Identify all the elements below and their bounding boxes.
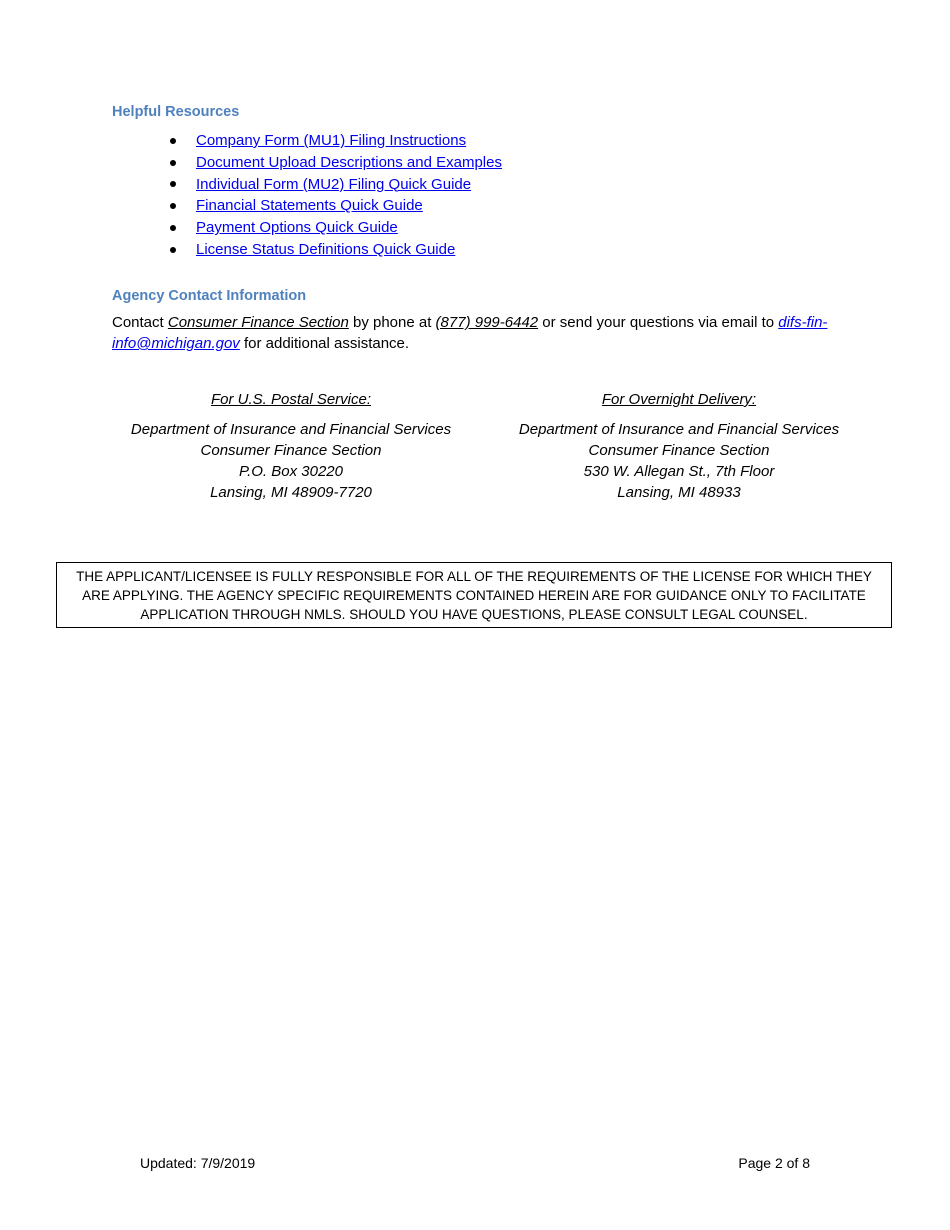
disclaimer-box: THE APPLICANT/LICENSEE IS FULLY RESPONSIBLE FOR ALL OF THE REQUIREMENTS OF THE LICENSE FOR WHICH THEY ARE APPLYING. THE AGENCY SPECIFIC REQUIREMENTS CONTAINED HEREIN ARE FOR GUIDANCE ONLY TO FACILITATE APPLICATION THROUGH NMLS. SHOULD YOU HAVE QUESTIONS, PLEASE CONSULT LEGAL COUNSEL. (56, 562, 892, 628)
list-item (160, 239, 502, 261)
overnight-address-heading: For Overnight Delivery: (601, 391, 757, 408)
link-payment-options-quick-guide[interactable]: Payment Options Quick Guide (196, 219, 398, 237)
bullet-icon (170, 247, 176, 253)
contact-text: by phone at (348, 314, 436, 331)
list-item (160, 130, 502, 152)
link-company-form-instructions[interactable]: Company Form (MU1) Filing Instructions (196, 132, 467, 149)
address-line: Lansing, MI 48909-7720 (210, 484, 372, 501)
consumer-finance-section-name: Consumer Finance Section (167, 314, 349, 331)
bullet-icon (170, 203, 176, 209)
link-document-upload-descriptions[interactable]: Document Upload Descriptions and Examples (196, 153, 502, 171)
address-line: 530 W. Allegan St., 7th Floor (583, 463, 775, 480)
contact-phone-number: (877) 999-6442 (435, 314, 539, 331)
link-license-status-definitions[interactable]: License Status Definitions Quick Guide (196, 240, 456, 258)
footer-updated-date: Updated: 7/9/2019 (140, 1155, 256, 1171)
address-line: Department of Insurance and Financial Services (130, 421, 452, 438)
list-item (160, 152, 502, 174)
address-line: Consumer Finance Section (200, 442, 382, 459)
bullet-icon (170, 181, 176, 187)
contact-text: for additional assistance. (239, 335, 410, 352)
resource-link-list (160, 130, 502, 261)
bullet-icon (170, 138, 176, 144)
contact-text: Contact (112, 314, 168, 331)
usps-address-block (101, 389, 481, 503)
contact-text: or send your questions via email to (538, 314, 779, 331)
footer-page-number: Page 2 of 8 (738, 1155, 810, 1171)
bullet-icon (170, 225, 176, 231)
link-individual-form-quick-guide[interactable]: Individual Form (MU2) Filing Quick Guide (196, 175, 472, 193)
overnight-address-block (489, 389, 869, 503)
address-line: P.O. Box 30220 (239, 463, 343, 480)
helpful-resources-heading: Helpful Resources (112, 104, 240, 120)
address-line: Consumer Finance Section (588, 442, 770, 459)
agency-contact-heading: Agency Contact Information (112, 288, 307, 304)
contact-email-link[interactable]: difs-fin-info@michigan.gov (112, 314, 828, 352)
list-item (160, 195, 502, 217)
address-line: Lansing, MI 48933 (617, 484, 741, 501)
address-line: Department of Insurance and Financial Services (518, 421, 840, 438)
list-item (160, 174, 502, 196)
usps-address-heading: For U.S. Postal Service: (210, 391, 372, 408)
list-item (160, 217, 502, 239)
contact-paragraph (112, 312, 857, 354)
bullet-icon (170, 160, 176, 166)
link-financial-statements-quick-guide[interactable]: Financial Statements Quick Guide (196, 197, 423, 215)
